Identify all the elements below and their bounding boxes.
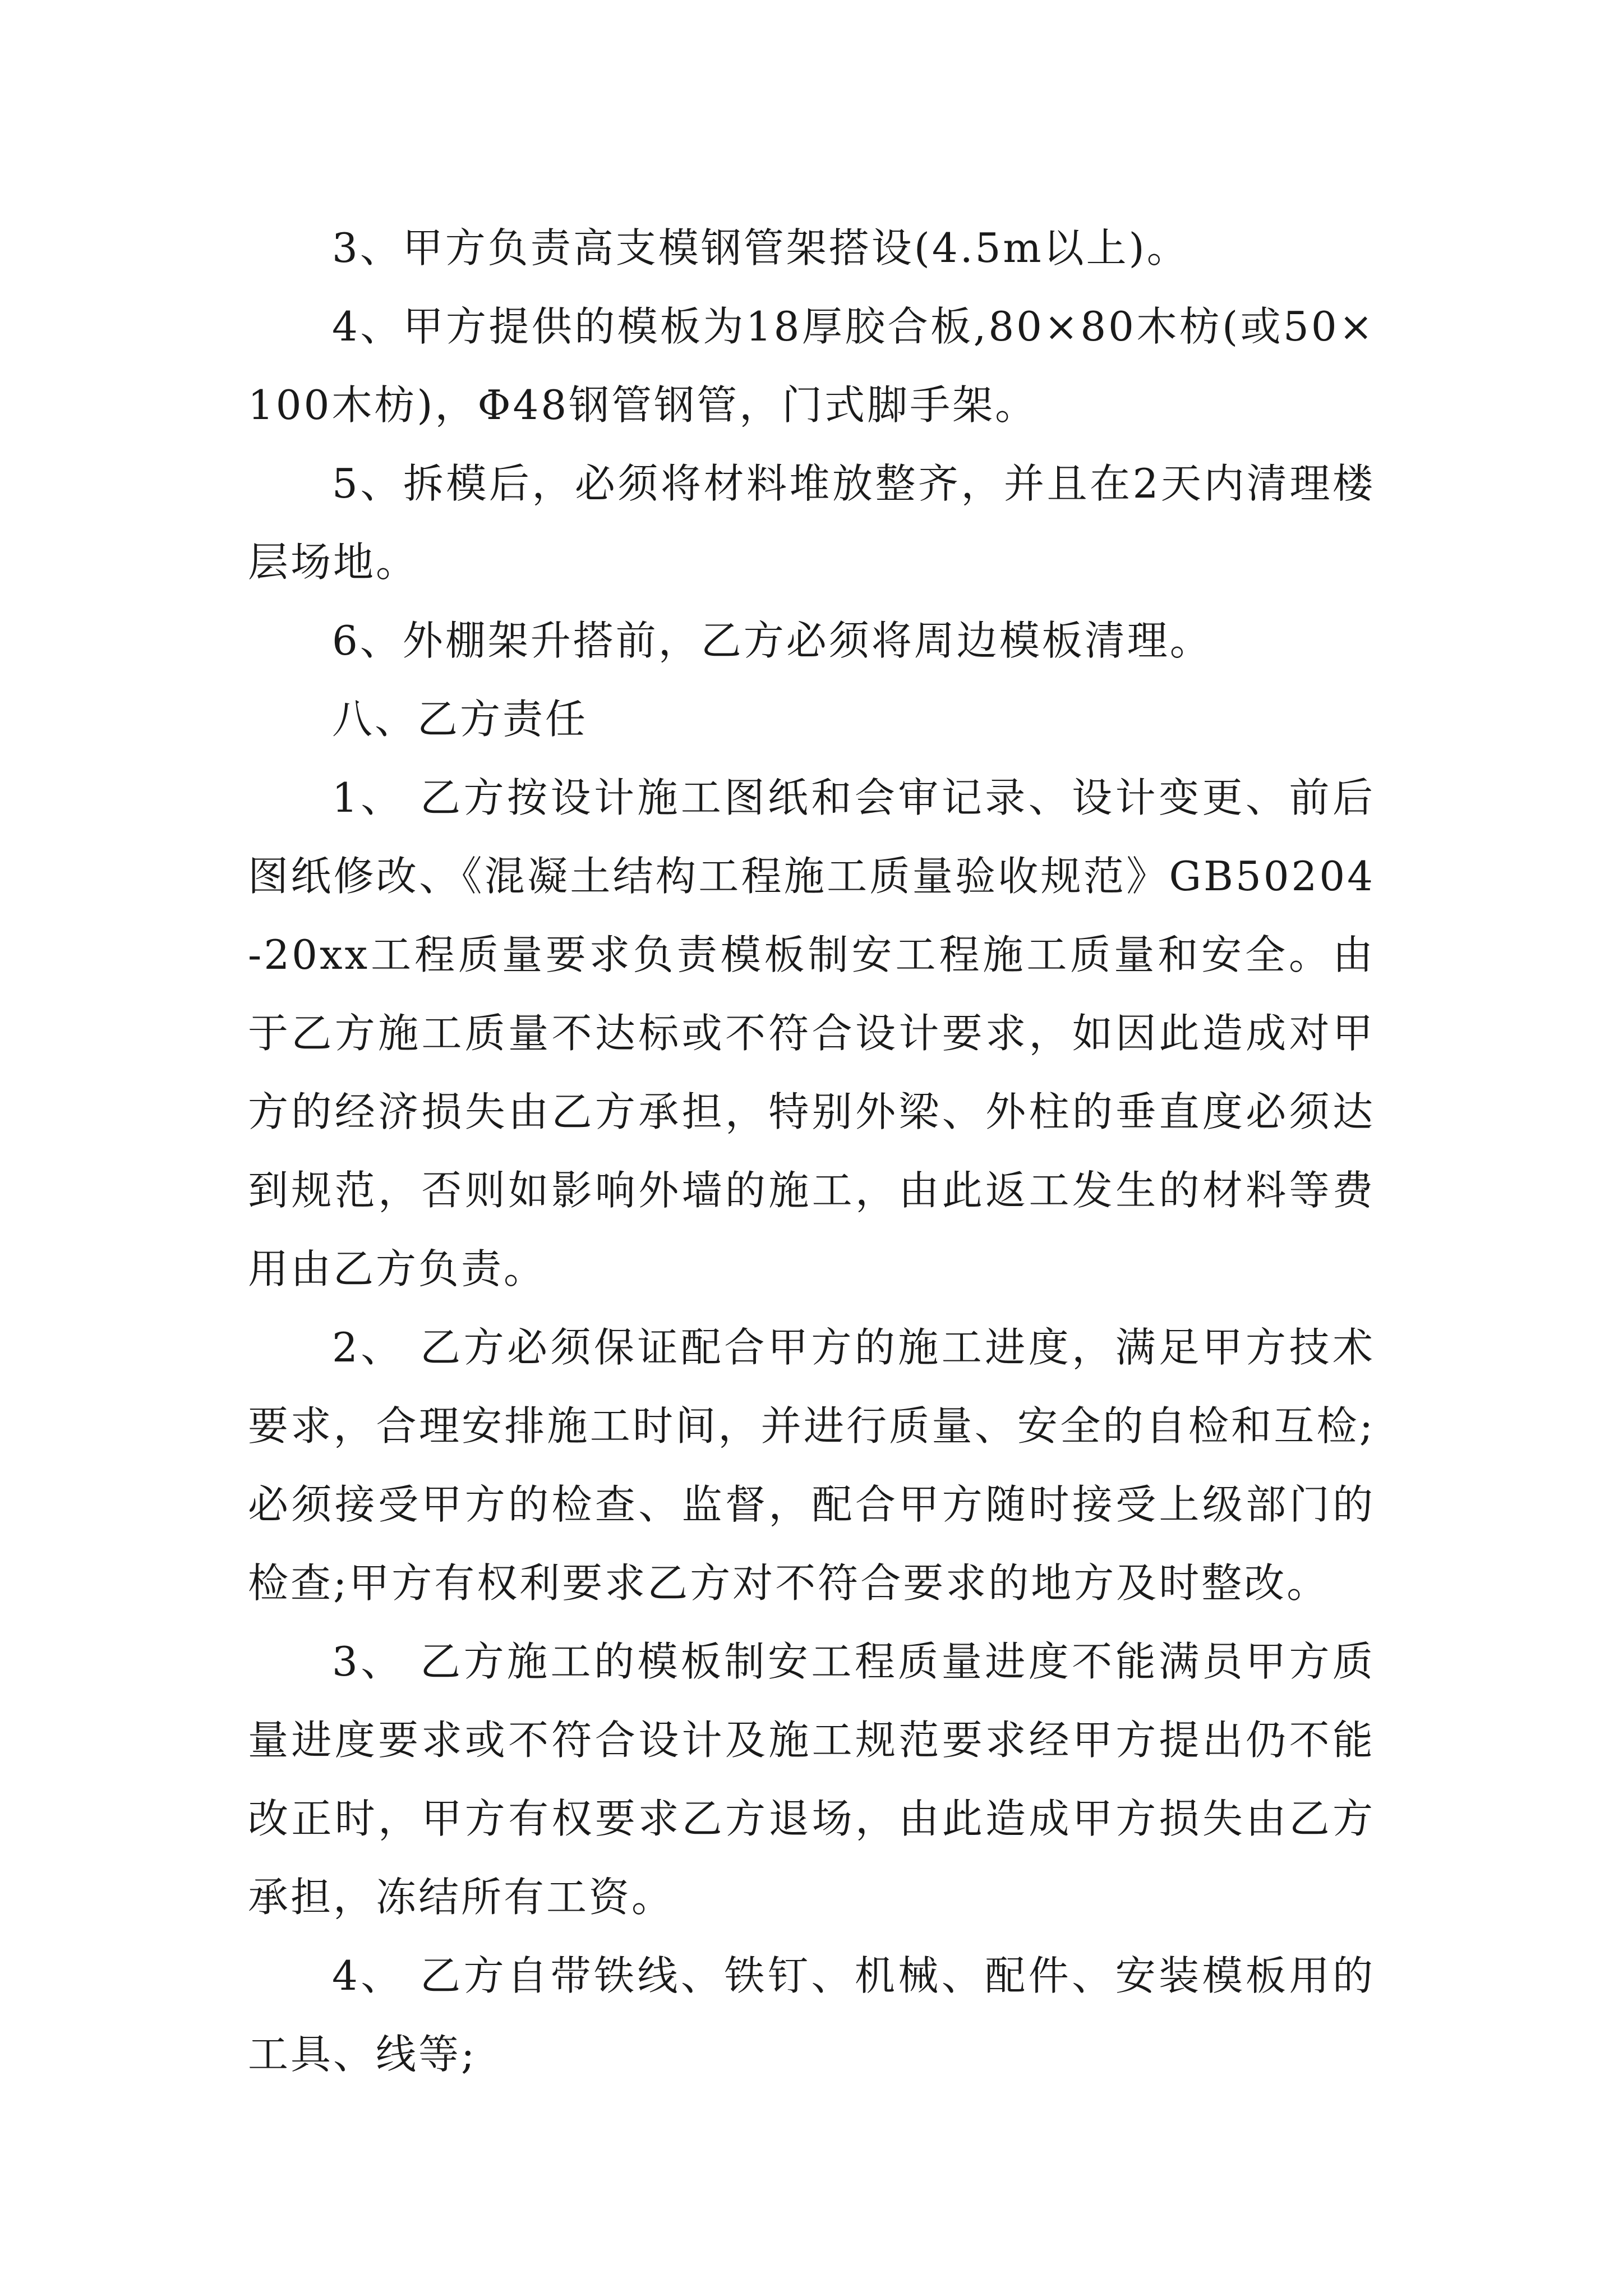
document-body [248, 209, 1375, 2093]
paragraph-8: 3、 乙方施工的模板制安工程质量进度不能满员甲方质量进度要求或不符合设计及施工规范要求经甲方提出仍不能改正时，甲方有权要求乙方退场，由此造成甲方损失由乙方承担，冻结所有工资。 [248, 1638, 1375, 1921]
paragraph-1: 3、甲方负责高支模钢管架搭设(4.5m以上)。 [332, 224, 1189, 272]
paragraph-7: 2、 乙方必须保证配合甲方的施工进度，满足甲方技术要求，合理安排施工时间，并进行质量、安全的自检和互检;必须接受甲方的检查、监督，配合甲方随时接受上级部门的检查;甲方有权利要求乙方对不符合要求的地方及时整改。 [248, 1324, 1375, 1607]
section-heading: 八、乙方责任 [332, 696, 588, 743]
paragraph-9: 4、 乙方自带铁线、铁钉、机械、配件、安装模板用的工具、线等; [248, 1952, 1375, 2078]
paragraph-6: 1、 乙方按设计施工图纸和会审记录、设计变更、前后图纸修改、《混凝土结构工程施工质量验收规范》GB50204-20xx工程质量要求负责模板制安工程施工质量和安全。由于乙方施工质量不达标或不符合设计要求，如因此造成对甲方的经济损失由乙方承担，特别外梁、外柱的垂直度必须达到规范，否则如影响外墙的施工，由此返工发生的材料等费用由乙方负责。 [248, 774, 1375, 1292]
paragraph-3: 5、拆模后，必须将材料堆放整齐，并且在2天内清理楼层场地。 [248, 460, 1375, 586]
paragraph-2: 4、甲方提供的模板为18厚胶合板,80×80木枋(或50×100木枋)，Φ48钢管钢管，门式脚手架。 [248, 303, 1375, 429]
paragraph-4: 6、外棚架升搭前，乙方必须将周边模板清理。 [332, 617, 1212, 664]
